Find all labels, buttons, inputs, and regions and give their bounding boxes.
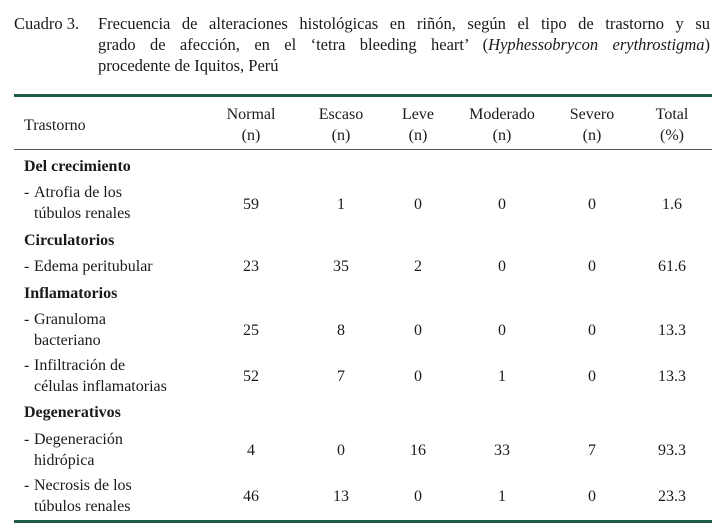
cell-escaso: 0 [337, 442, 345, 459]
category-circulatorios: Circulatorios [24, 232, 115, 249]
caption-line-3: procedente de Iquitos, Perú [98, 56, 279, 75]
header-total-unit: (%) [660, 127, 684, 144]
caption-line-2 [98, 34, 710, 55]
cell-moderado: 0 [498, 196, 506, 213]
cell-escaso: 1 [337, 196, 345, 213]
row-dash: - [24, 357, 30, 374]
cell-leve: 0 [414, 368, 422, 385]
row-label-line-2: bacteriano [34, 332, 101, 349]
cell-total: 13.3 [658, 322, 686, 339]
header-normal [201, 104, 301, 146]
header-leve-unit: (n) [408, 127, 428, 144]
cell-leve: 2 [414, 258, 422, 275]
table-bottom-rule [14, 520, 712, 523]
cell-leve: 0 [414, 196, 422, 213]
cell-normal: 4 [247, 442, 255, 459]
caption-line-2-pre: grado de afección, en el ‘tetra bleeding heart’ ( [98, 35, 489, 54]
row-label-line-2: hidrópica [34, 452, 95, 469]
category-del-crecimiento: Del crecimiento [24, 158, 131, 175]
cell-moderado: 1 [498, 368, 506, 385]
cell-escaso: 35 [333, 258, 349, 275]
caption-line-2-post: ) [704, 35, 710, 54]
cell-total: 93.3 [658, 442, 686, 459]
header-moderado [452, 104, 552, 146]
header-escaso-unit: (n) [331, 127, 351, 144]
header-moderado-unit: (n) [492, 127, 512, 144]
header-severo-unit: (n) [582, 127, 602, 144]
cell-total: 1.6 [662, 196, 682, 213]
cell-total: 61.6 [658, 258, 686, 275]
row-label-line-2: túbulos renales [34, 205, 131, 222]
row-label-line-1: Edema peritubular [34, 258, 153, 275]
cell-severo: 0 [588, 322, 596, 339]
row-dash: - [24, 477, 30, 494]
row-dash: - [24, 431, 30, 448]
cell-normal: 46 [243, 488, 259, 505]
header-escaso-label: Escaso [318, 106, 364, 123]
header-moderado-label: Moderado [469, 106, 535, 123]
cell-normal: 59 [243, 196, 259, 213]
cell-leve: 16 [410, 442, 426, 459]
caption-species: Hyphessobrycon erythrostigma [488, 35, 705, 54]
cell-severo: 0 [588, 488, 596, 505]
category-inflamatorios: Inflamatorios [24, 285, 118, 302]
row-label-line-1: Degeneración [34, 431, 123, 448]
caption-text [98, 13, 710, 76]
header-normal-unit: (n) [241, 127, 261, 144]
cell-severo: 0 [588, 368, 596, 385]
cell-normal: 25 [243, 322, 259, 339]
cell-escaso: 8 [337, 322, 345, 339]
table-header-rule [14, 149, 712, 150]
cell-severo: 7 [588, 442, 596, 459]
cell-normal: 52 [243, 368, 259, 385]
cell-escaso: 13 [333, 488, 349, 505]
cell-moderado: 0 [498, 322, 506, 339]
cell-moderado: 0 [498, 258, 506, 275]
category-degenerativos: Degenerativos [24, 404, 121, 421]
row-label-line-1: Granuloma [34, 311, 106, 328]
cell-leve: 0 [414, 322, 422, 339]
row-label-line-2: túbulos renales [34, 498, 131, 515]
table-top-rule [14, 94, 712, 97]
row-label-line-1: Atrofia de los [34, 184, 122, 201]
header-severo-label: Severo [569, 106, 615, 123]
caption-line-1: Frecuencia de alteraciones histológicas en riñón, según el tipo de trastorno y su [98, 14, 710, 33]
cell-severo: 0 [588, 196, 596, 213]
header-trastorno: Trastorno [24, 117, 86, 134]
row-dash: - [24, 258, 30, 275]
cell-moderado: 1 [498, 488, 506, 505]
cell-moderado: 33 [494, 442, 510, 459]
cell-leve: 0 [414, 488, 422, 505]
cell-total: 13.3 [658, 368, 686, 385]
cell-total: 23.3 [658, 488, 686, 505]
header-leve-label: Leve [402, 106, 434, 123]
caption-label: Cuadro 3. [14, 14, 80, 33]
row-label-line-1: Necrosis de los [34, 477, 132, 494]
row-dash: - [24, 311, 30, 328]
row-label-line-2: células inflamatorias [34, 378, 167, 395]
cell-escaso: 7 [337, 368, 345, 385]
row-dash: - [24, 184, 30, 201]
header-total-label: Total [655, 106, 689, 123]
header-total [622, 104, 717, 146]
header-normal-label: Normal [226, 106, 276, 123]
cell-severo: 0 [588, 258, 596, 275]
cell-normal: 23 [243, 258, 259, 275]
row-label-line-1: Infiltración de [34, 357, 126, 374]
